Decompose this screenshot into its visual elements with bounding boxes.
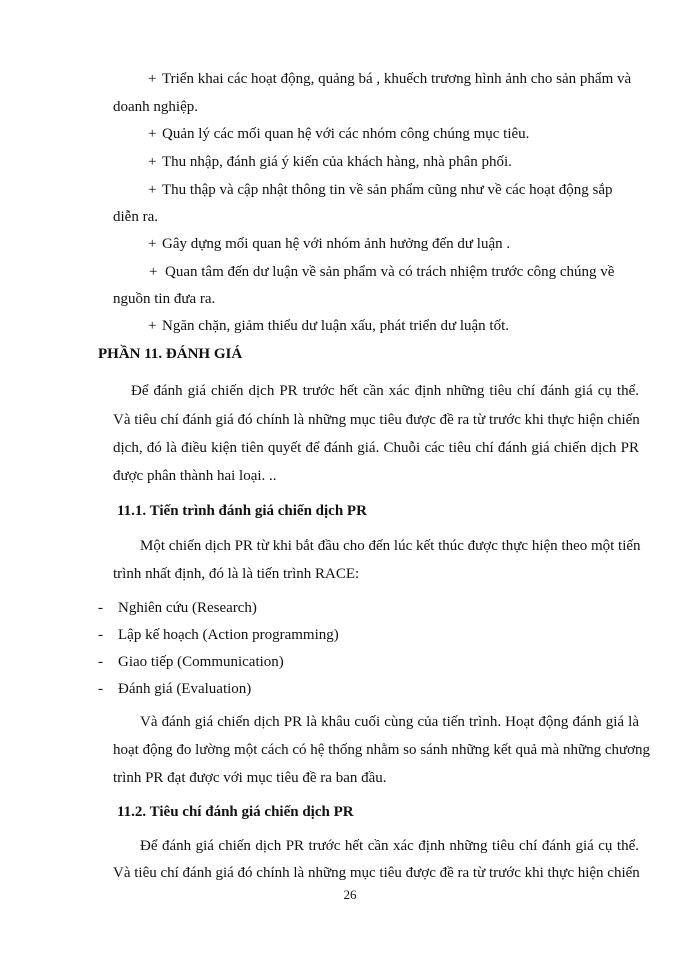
list-dash: - (98, 681, 103, 697)
list-item: Nghiên cứu (Research) (118, 600, 257, 616)
paragraph-line: được phân thành hai loại. .. (113, 468, 277, 484)
section-title: PHẦN 11. ĐÁNH GIÁ (98, 346, 243, 362)
bullet-marker: + (148, 236, 157, 252)
bullet-marker: + (148, 182, 157, 198)
page-number: 26 (343, 887, 357, 902)
bullet-text: Thu nhập, đánh giá ý kiến của khách hàng, nhà phân phối. (162, 154, 512, 170)
bullet-text: Quan tâm đến dư luận về sản phẩm và có trách nhiệm trước công chúng về (165, 264, 615, 280)
bullet-marker: + (148, 154, 157, 170)
subsection-title: 11.2. Tiêu chí đánh giá chiến dịch PR (117, 804, 354, 820)
paragraph-line: Một chiến dịch PR từ khi bắt đầu cho đến lúc kết thúc được thực hiện theo một tiến (140, 538, 641, 554)
bullet-text-continuation: diễn ra. (113, 209, 158, 225)
bullet-marker: + (148, 71, 157, 87)
bullet-text-continuation: doanh nghiệp. (113, 99, 198, 115)
paragraph-line: hoạt động đo lường một cách có hệ thống nhằm so sánh những kết quả mà những chương (113, 742, 651, 758)
list-dash: - (98, 627, 103, 643)
paragraph-line: Và đánh giá chiến dịch PR là khâu cuối cùng của tiến trình. Hoạt động đánh giá là (140, 714, 639, 730)
bullet-text-continuation: nguồn tin đưa ra. (113, 291, 216, 307)
paragraph-line: dịch, đó là điều kiện tiên quyết để đánh giá. Chuỗi các tiêu chí đánh giá chiến dịch PR (113, 440, 639, 456)
bullet-marker: + (148, 318, 157, 334)
paragraph-line: Để đánh giá chiến dịch PR trước hết cần xác định những tiêu chí đánh giá cụ thể. (140, 838, 639, 854)
paragraph-line: trình nhất định, đó là là tiến trình RACE: (113, 566, 360, 582)
bullet-text: Ngăn chặn, giảm thiểu dư luận xấu, phát triển dư luận tốt. (162, 318, 510, 334)
list-dash: - (98, 600, 103, 616)
list-dash: - (98, 654, 103, 670)
list-item: Giao tiếp (Communication) (118, 654, 284, 670)
bullet-text: Quản lý các mối quan hệ với các nhóm công chúng mục tiêu. (162, 126, 530, 142)
subsection-title: 11.1. Tiến trình đánh giá chiến dịch PR (117, 503, 367, 519)
paragraph-line: Để đánh giá chiến dịch PR trước hết cần xác định những tiêu chí đánh giá cụ thể. (131, 383, 639, 399)
paragraph-line: Và tiêu chí đánh giá đó chính là những mục tiêu được đề ra từ trước khi thực hiện chiến (113, 412, 640, 428)
paragraph-line: trình PR đạt được với mục tiêu đề ra ban đầu. (113, 770, 387, 786)
list-item: Lập kế hoạch (Action programming) (118, 627, 339, 643)
bullet-text: Triển khai các hoạt động, quảng bá , khuếch trương hình ảnh cho sản phẩm và (162, 71, 632, 87)
bullet-marker: + (148, 126, 157, 142)
list-item: Đánh giá (Evaluation) (118, 681, 252, 697)
bullet-text: Thu thập và cập nhật thông tin về sản phẩm cũng như về các hoạt động sắp (162, 182, 613, 198)
paragraph-line: Và tiêu chí đánh giá đó chính là những mục tiêu được đề ra từ trước khi thực hiện chiến (113, 865, 640, 881)
bullet-text: Gây dựng mối quan hệ với nhóm ảnh hưởng đến dư luận . (162, 236, 511, 252)
bullet-marker: + (149, 264, 158, 280)
